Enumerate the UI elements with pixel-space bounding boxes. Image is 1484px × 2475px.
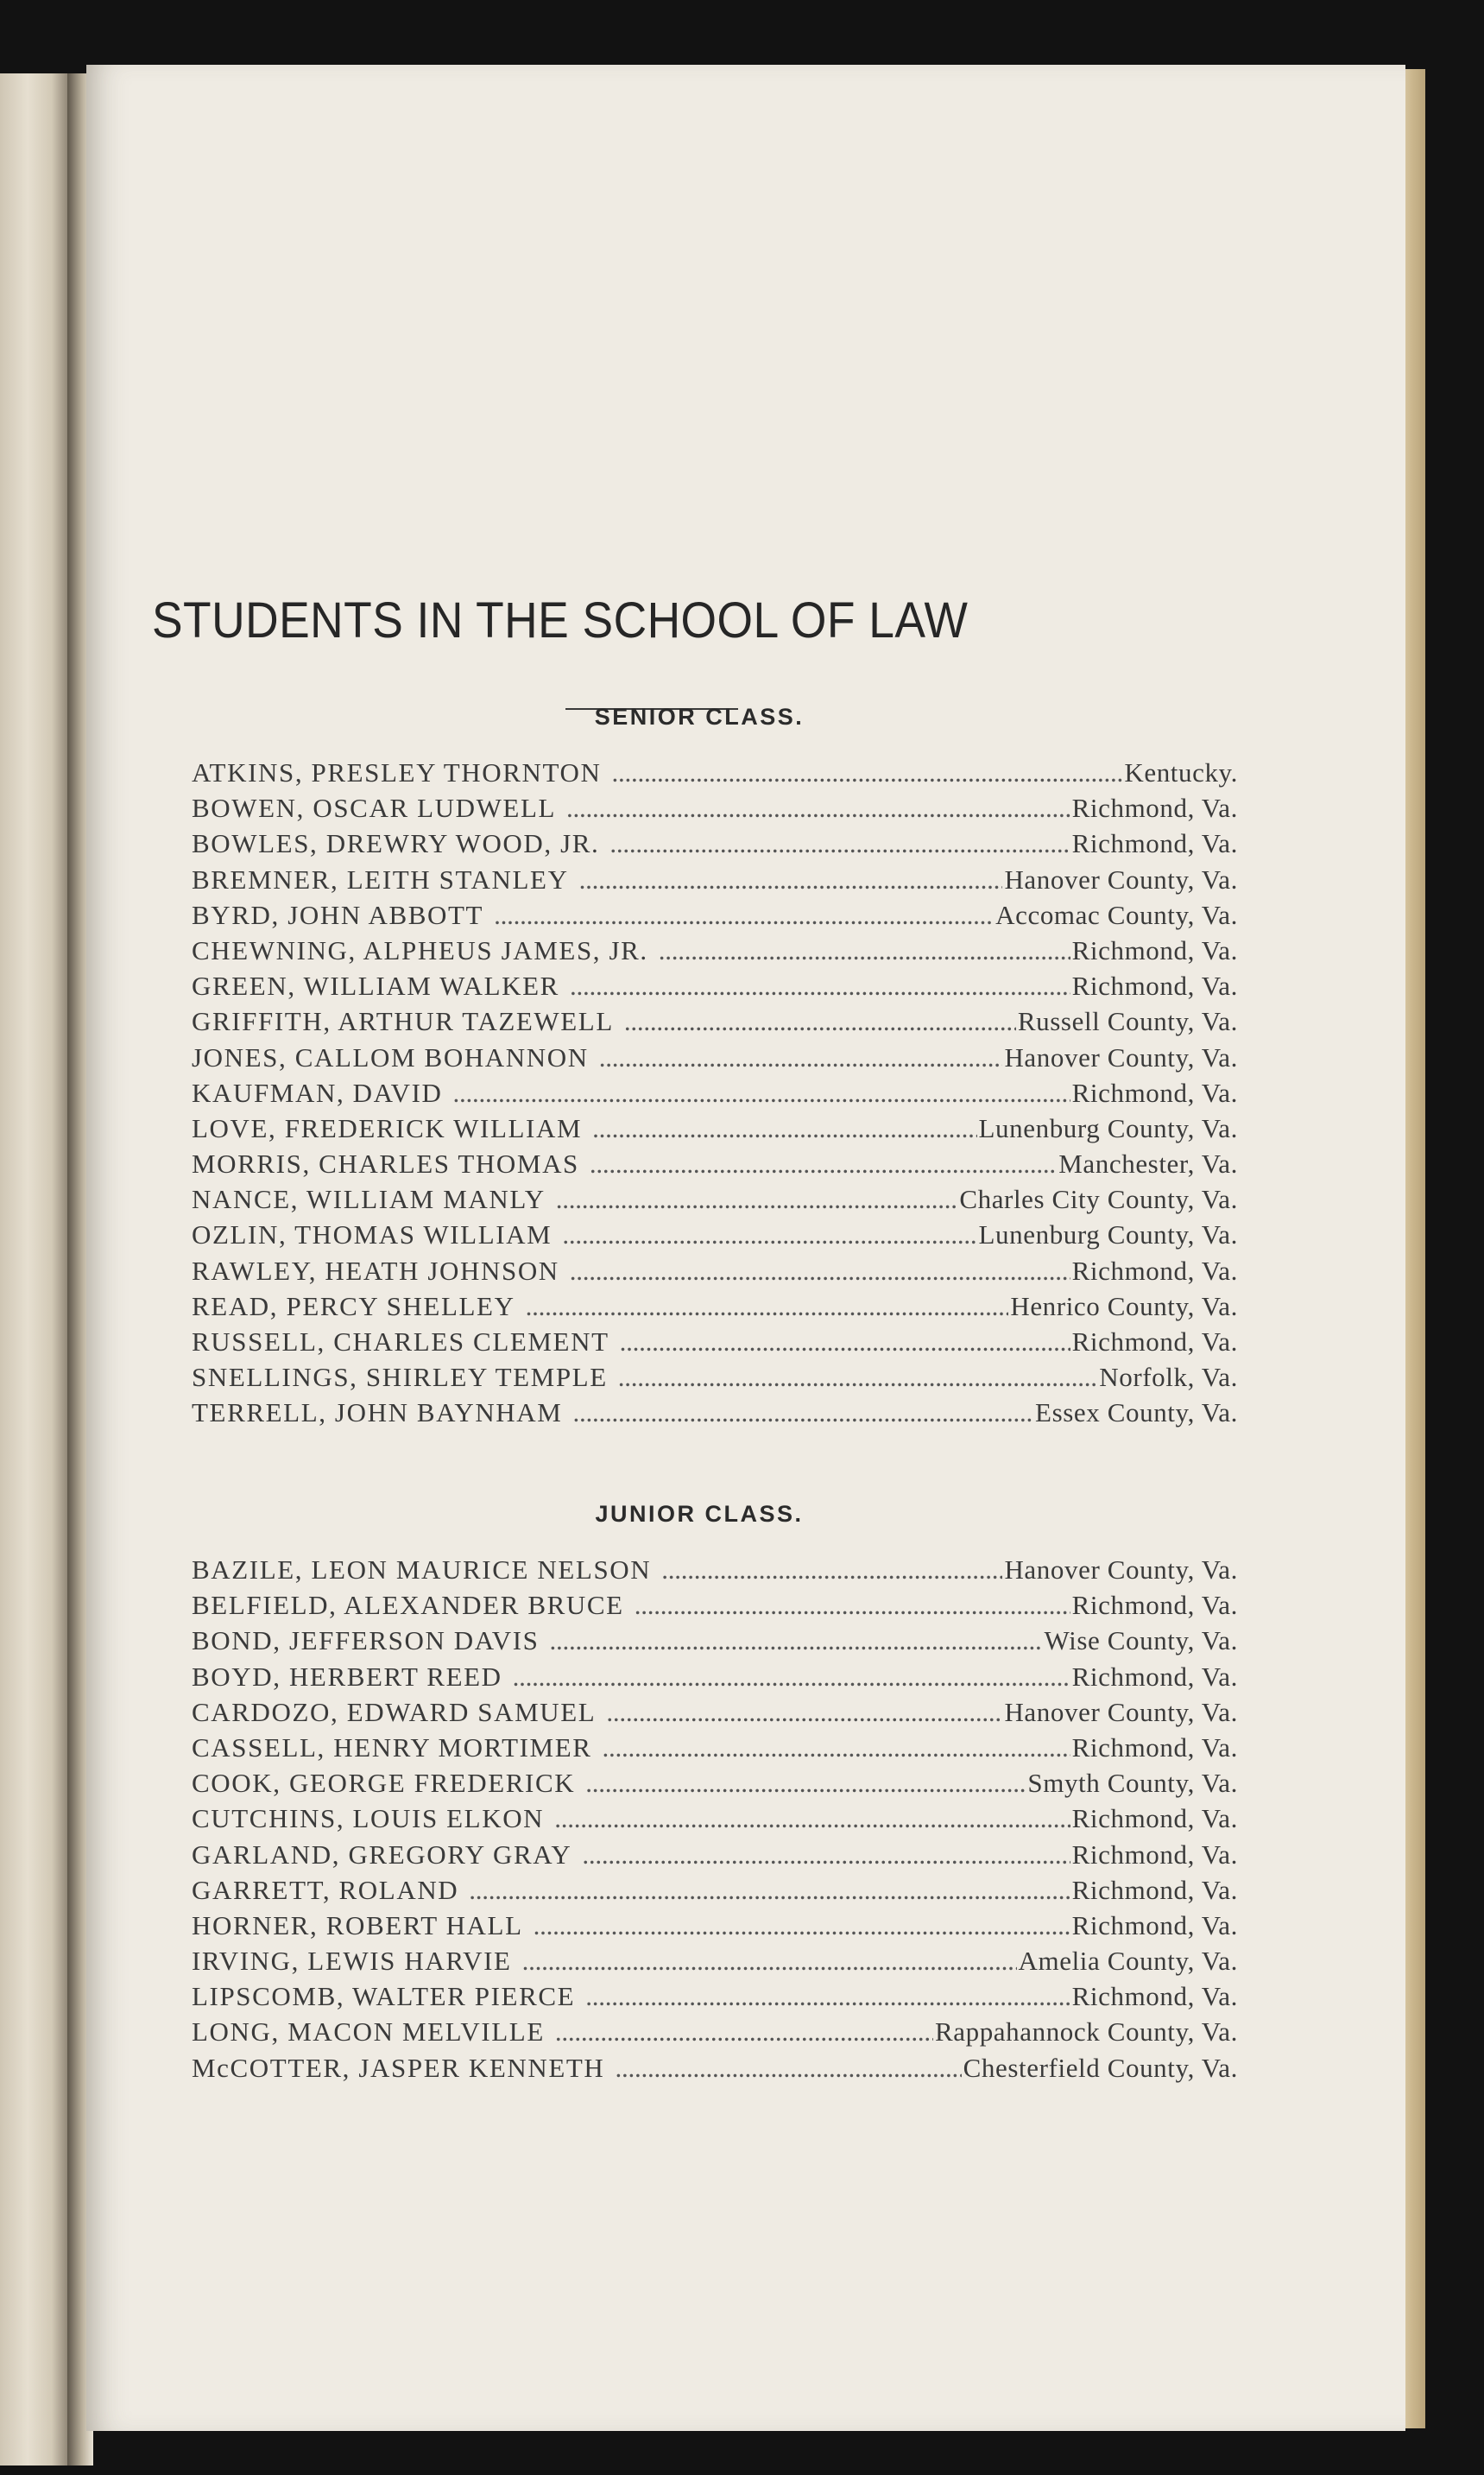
- student-hometown: Henrico County, Va.: [1010, 1290, 1238, 1321]
- student-name: COOK, GEORGE FREDERICK: [192, 1768, 576, 1799]
- student-entry: [192, 1768, 1238, 1803]
- student-name: BAZILE, LEON MAURICE NELSON: [192, 1554, 652, 1585]
- dot-leader: [579, 864, 1003, 896]
- student-entry: [192, 1149, 1238, 1184]
- student-name: JONES, CALLOM BOHANNON: [192, 1041, 589, 1073]
- student-entry: [192, 1910, 1238, 1946]
- student-entry: [192, 793, 1238, 828]
- student-entry: [192, 757, 1238, 793]
- student-entry: [192, 971, 1238, 1006]
- student-hometown: Smyth County, Va.: [1027, 1768, 1238, 1799]
- student-entry: [192, 1839, 1238, 1875]
- junior-class-heading: JUNIOR CLASS.: [595, 1501, 804, 1527]
- junior-class-roster: [192, 1554, 1238, 2088]
- student-name: BOND, JEFFERSON DAVIS: [192, 1625, 540, 1656]
- student-name: NANCE, WILLIAM MANLY: [192, 1184, 546, 1215]
- dot-leader: [570, 971, 1070, 1002]
- student-hometown: Richmond, Va.: [1071, 1731, 1238, 1763]
- student-entry: [192, 1042, 1238, 1078]
- student-entry: [192, 1875, 1238, 1910]
- student-hometown: Hanover County, Va.: [1004, 1696, 1238, 1727]
- facing-page-edge: [0, 73, 69, 2466]
- senior-class-roster: [192, 757, 1238, 1434]
- senior-class-heading: SENIOR CLASS.: [594, 704, 805, 730]
- student-entry: [192, 1554, 1238, 1590]
- student-name: IRVING, LEWIS HARVIE: [192, 1946, 512, 1977]
- dot-leader: [562, 1219, 976, 1250]
- student-entry: [192, 1946, 1238, 1981]
- student-hometown: Amelia County, Va.: [1018, 1946, 1238, 1977]
- student-hometown: Rappahannock County, Va.: [934, 2016, 1238, 2048]
- student-hometown: Manchester, Va.: [1058, 1149, 1238, 1180]
- student-name: BOWLES, DREWRY WOOD, JR.: [192, 828, 600, 859]
- student-name: GARLAND, GREGORY GRAY: [192, 1839, 572, 1870]
- student-hometown: Richmond, Va.: [1071, 1839, 1238, 1870]
- student-hometown: Richmond, Va.: [1071, 1909, 1238, 1940]
- student-name: CASSELL, HENRY MORTIMER: [192, 1731, 592, 1763]
- student-hometown: Richmond, Va.: [1071, 1661, 1238, 1692]
- student-hometown: Hanover County, Va.: [1004, 864, 1238, 895]
- dot-leader: [585, 1768, 1026, 1799]
- student-entry: [192, 828, 1238, 864]
- dot-leader: [603, 1732, 1070, 1763]
- dot-leader: [494, 900, 994, 931]
- student-hometown: Richmond, Va.: [1071, 1874, 1238, 1905]
- student-name: LIPSCOMB, WALTER PIERCE: [192, 1981, 576, 2012]
- student-name: MORRIS, CHARLES THOMAS: [192, 1149, 579, 1180]
- student-name: CARDOZO, EDWARD SAMUEL: [192, 1696, 597, 1727]
- student-entry: [192, 1184, 1238, 1219]
- student-entry: [192, 1662, 1238, 1697]
- student-hometown: Richmond, Va.: [1071, 828, 1238, 859]
- dot-leader: [453, 1078, 1070, 1109]
- student-entry: [192, 935, 1238, 971]
- student-name: HORNER, ROBERT HALL: [192, 1909, 523, 1940]
- student-hometown: Lunenburg County, Va.: [978, 1219, 1238, 1250]
- student-entry: [192, 1625, 1238, 1661]
- student-hometown: Richmond, Va.: [1071, 934, 1238, 965]
- student-hometown: Hanover County, Va.: [1004, 1554, 1238, 1585]
- student-name: LONG, MACON MELVILLE: [192, 2016, 545, 2048]
- student-entry: [192, 1981, 1238, 2016]
- student-name: TERRELL, JOHN BAYNHAM: [192, 1397, 563, 1428]
- student-name: OZLIN, THOMAS WILLIAM: [192, 1219, 553, 1250]
- dot-leader: [534, 1910, 1070, 1941]
- student-entry: [192, 1006, 1238, 1041]
- page-title: STUDENTS IN THE SCHOOL OF LAW: [152, 592, 969, 649]
- dot-leader: [469, 1875, 1070, 1906]
- dot-leader: [611, 757, 1122, 788]
- student-entry: [192, 1291, 1238, 1326]
- dot-leader: [570, 1256, 1070, 1287]
- student-entry: [192, 1113, 1238, 1149]
- student-entry: [192, 2053, 1238, 2088]
- student-name: RAWLEY, HEATH JOHNSON: [192, 1255, 559, 1286]
- student-entry: [192, 1397, 1238, 1433]
- student-name: SNELLINGS, SHIRLEY TEMPLE: [192, 1362, 608, 1393]
- page-block-edge: [1403, 69, 1425, 2428]
- student-name: GARRETT, ROLAND: [192, 1874, 459, 1905]
- student-hometown: Richmond, Va.: [1071, 1590, 1238, 1621]
- dot-leader: [555, 2016, 933, 2048]
- dot-leader: [606, 1697, 1002, 1728]
- student-name: KAUFMAN, DAVID: [192, 1077, 443, 1108]
- student-entry: [192, 1697, 1238, 1732]
- student-hometown: Richmond, Va.: [1071, 1255, 1238, 1286]
- dot-leader: [556, 1184, 958, 1215]
- dot-leader: [572, 1397, 1033, 1428]
- dot-leader: [554, 1803, 1070, 1834]
- student-entry: [192, 1590, 1238, 1625]
- student-hometown: Charles City County, Va.: [959, 1184, 1238, 1215]
- dot-leader: [609, 828, 1070, 859]
- student-name: CUTCHINS, LOUIS ELKON: [192, 1803, 545, 1834]
- dot-leader: [590, 1149, 1057, 1180]
- dot-leader: [526, 1291, 1009, 1322]
- dot-leader: [566, 793, 1070, 824]
- student-entry: [192, 1732, 1238, 1768]
- student-entry: [192, 1326, 1238, 1362]
- student-name: GREEN, WILLIAM WALKER: [192, 971, 559, 1002]
- student-hometown: Kentucky.: [1124, 757, 1238, 788]
- student-hometown: Norfolk, Va.: [1099, 1362, 1238, 1393]
- dot-leader: [582, 1839, 1070, 1870]
- student-entry: [192, 1219, 1238, 1255]
- student-entry: [192, 864, 1238, 900]
- book-page: [86, 65, 1405, 2431]
- dot-leader: [661, 1554, 1002, 1586]
- student-name: CHEWNING, ALPHEUS JAMES, JR.: [192, 934, 648, 965]
- dot-leader: [618, 1362, 1098, 1393]
- student-hometown: Richmond, Va.: [1071, 1077, 1238, 1108]
- student-hometown: Essex County, Va.: [1035, 1397, 1238, 1428]
- student-name: LOVE, FREDERICK WILLIAM: [192, 1112, 583, 1143]
- student-name: McCOTTER, JASPER KENNETH: [192, 2052, 605, 2083]
- student-hometown: Wise County, Va.: [1044, 1625, 1238, 1656]
- student-entry: [192, 900, 1238, 935]
- dot-leader: [620, 1326, 1070, 1358]
- student-name: ATKINS, PRESLEY THORNTON: [192, 757, 602, 788]
- dot-leader: [659, 935, 1070, 966]
- student-name: READ, PERCY SHELLEY: [192, 1290, 515, 1321]
- student-hometown: Richmond, Va.: [1071, 1803, 1238, 1834]
- student-hometown: Lunenburg County, Va.: [978, 1112, 1238, 1143]
- dot-leader: [592, 1113, 976, 1144]
- dot-leader: [513, 1662, 1070, 1693]
- student-entry: [192, 1803, 1238, 1839]
- dot-leader: [624, 1006, 1016, 1037]
- student-hometown: Accomac County, Va.: [995, 899, 1238, 930]
- student-hometown: Russell County, Va.: [1017, 1006, 1238, 1037]
- student-name: BYRD, JOHN ABBOTT: [192, 899, 484, 930]
- student-entry: [192, 2016, 1238, 2052]
- student-name: GRIFFITH, ARTHUR TAZEWELL: [192, 1006, 614, 1037]
- student-entry: [192, 1256, 1238, 1291]
- student-entry: [192, 1078, 1238, 1113]
- student-hometown: Chesterfield County, Va.: [963, 2052, 1238, 2083]
- student-entry: [192, 1362, 1238, 1397]
- student-hometown: Richmond, Va.: [1071, 971, 1238, 1002]
- student-name: BREMNER, LEITH STANLEY: [192, 864, 569, 895]
- student-name: RUSSELL, CHARLES CLEMENT: [192, 1326, 609, 1357]
- student-hometown: Richmond, Va.: [1071, 1326, 1238, 1357]
- student-name: BELFIELD, ALEXANDER BRUCE: [192, 1590, 624, 1621]
- student-hometown: Richmond, Va.: [1071, 793, 1238, 824]
- student-name: BOYD, HERBERT REED: [192, 1661, 502, 1692]
- dot-leader: [585, 1981, 1070, 2012]
- student-hometown: Hanover County, Va.: [1004, 1041, 1238, 1073]
- dot-leader: [635, 1590, 1070, 1621]
- student-name: BOWEN, OSCAR LUDWELL: [192, 793, 557, 824]
- dot-leader: [615, 2053, 961, 2084]
- dot-leader: [550, 1625, 1043, 1656]
- dot-leader: [522, 1946, 1017, 1977]
- dot-leader: [599, 1042, 1003, 1073]
- student-hometown: Richmond, Va.: [1071, 1981, 1238, 2012]
